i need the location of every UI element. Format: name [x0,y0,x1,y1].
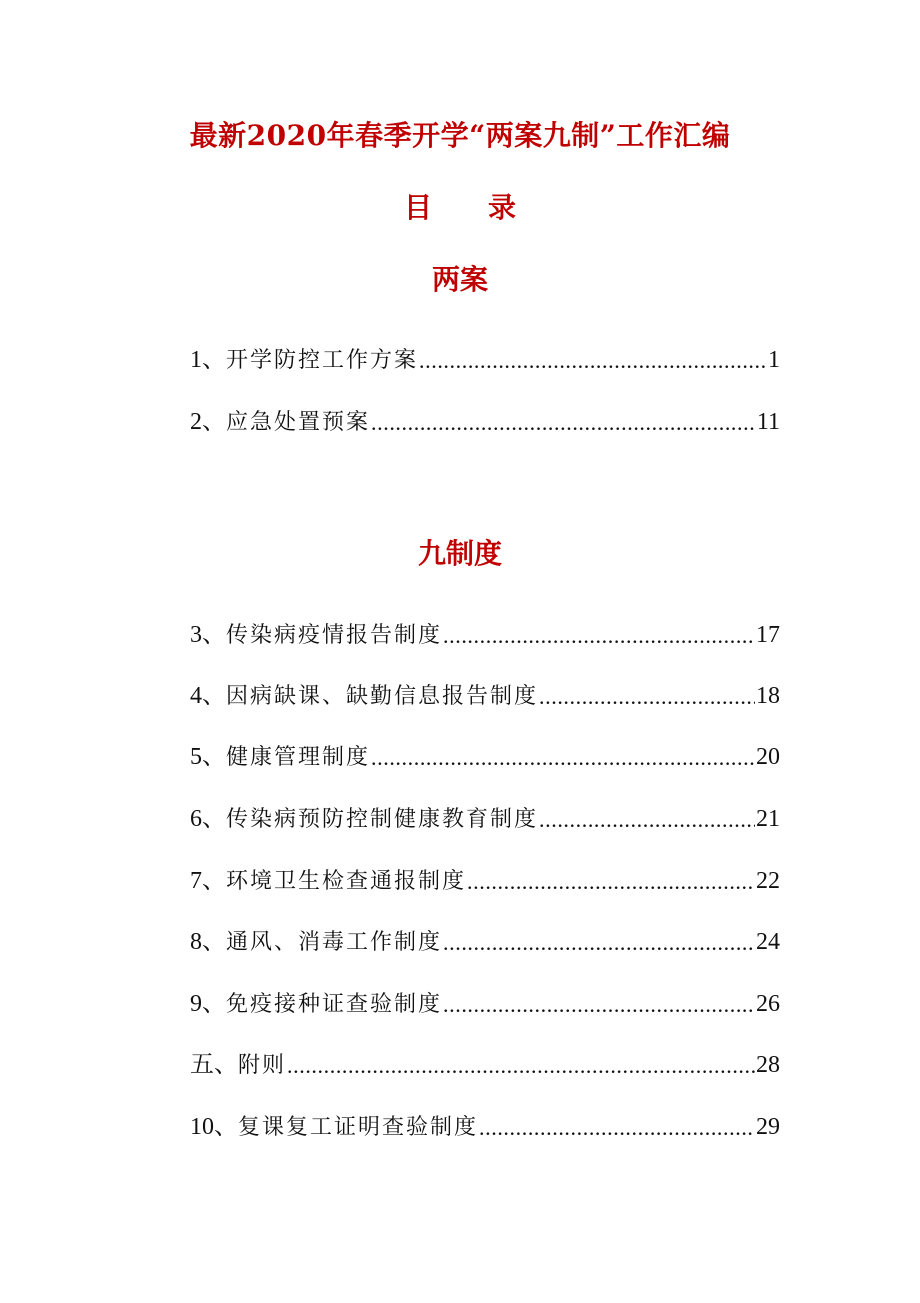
toc-entry[interactable] [190,855,780,895]
toc-entry-page: 29 [756,1114,780,1140]
toc-entry-number: 8、 [190,929,226,955]
toc-entry-label: 开学防控工作方案 [226,348,419,373]
toc-entry-label: 健康管理制度 [226,745,371,770]
toc-entry-number: 1、 [190,347,226,373]
toc-entry[interactable] [190,978,780,1018]
toc-entry-label: 环境卫生检查通报制度 [226,869,467,894]
toc-entry-page: 24 [756,929,780,955]
toc-entry[interactable] [190,916,780,956]
toc-leader-dots [479,1115,755,1141]
toc-entry[interactable] [190,396,780,436]
toc-entry[interactable] [190,731,780,771]
toc-leader-dots [539,684,755,710]
toc-heading [0,186,920,226]
toc-entry-number: 7、 [190,868,226,894]
toc-entry-page: 17 [756,622,780,648]
toc-entry-number: 10、 [190,1114,238,1140]
toc-entry-page: 26 [756,991,780,1017]
toc-heading-right: 录 [488,191,517,224]
document-title: 最新2020年春季开学“两案九制”工作汇编 [189,119,731,152]
toc-leader-dots [539,807,755,833]
toc-entry-label: 传染病预防控制健康教育制度 [226,807,539,832]
toc-entry-number: 五、 [190,1052,238,1078]
toc-entry[interactable] [190,1101,780,1141]
toc-entry-number: 9、 [190,991,226,1017]
toc-entry-page: 1 [768,347,780,373]
toc-entry-page: 11 [756,409,780,435]
toc-entry-number: 5、 [190,744,226,770]
toc-entry-label: 传染病疫情报告制度 [226,623,443,648]
toc-leader-dots [467,869,755,895]
toc-entry-page: 22 [756,868,780,894]
toc-entry-label: 应急处置预案 [226,410,371,435]
toc-entry[interactable] [190,609,780,649]
toc-entry-number: 6、 [190,806,226,832]
toc-leader-dots [443,623,755,649]
toc-entry-number: 4、 [190,683,226,709]
toc-entry-page: 18 [756,683,780,709]
toc-leader-dots [443,930,755,956]
section-heading-two-plans: 两案 [431,263,488,296]
toc-entry[interactable] [190,670,780,710]
toc-entry-page: 20 [756,744,780,770]
toc-entry-label: 因病缺课、缺勤信息报告制度 [226,684,539,709]
toc-entry-label: 附则 [238,1053,287,1078]
toc-entry-label: 复课复工证明查验制度 [238,1115,479,1140]
toc-leader-dots [443,992,755,1018]
toc-entry-page: 21 [756,806,780,832]
section-heading-nine-rules: 九制度 [417,537,502,570]
toc-entry-number: 3、 [190,622,226,648]
toc-leader-dots [419,348,767,374]
toc-entry[interactable] [190,793,780,833]
toc-leader-dots [371,410,756,436]
toc-leader-dots [371,745,755,771]
toc-entry[interactable] [190,334,780,374]
toc-entry-page: 28 [756,1052,780,1078]
toc-entry[interactable] [190,1039,780,1079]
toc-entry-label: 免疫接种证查验制度 [226,992,443,1017]
toc-heading-left: 目 [403,191,432,224]
toc-entry-label: 通风、消毒工作制度 [226,930,443,955]
toc-entry-number: 2、 [190,409,226,435]
toc-leader-dots [287,1053,755,1079]
